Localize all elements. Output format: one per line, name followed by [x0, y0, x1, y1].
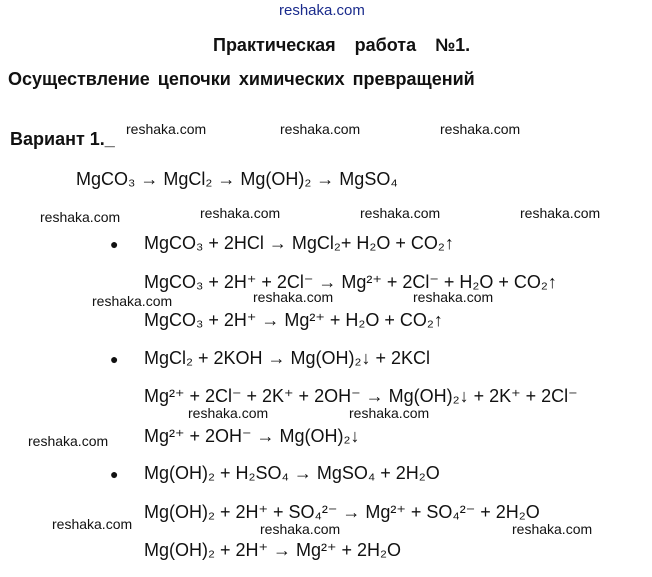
reaction-chain: MgCO₃ → MgCl₂ → Mg(OH)₂ → MgSO₄	[76, 169, 398, 189]
watermark: reshaka.com	[200, 205, 281, 221]
watermark: reshaka.com	[440, 121, 521, 137]
page-title: Практическая работа №1.	[213, 35, 471, 55]
reaction-1-short-ionic: MgCO₃ + 2H⁺ → Mg²⁺ + H₂O + CO₂↑	[144, 310, 443, 330]
reaction-1-molecular: MgCO₃ + 2HCl → MgCl₂+ H₂O + CO₂↑	[144, 233, 454, 253]
watermark: reshaka.com	[280, 121, 361, 137]
watermark: reshaka.com	[360, 205, 441, 221]
reaction-2-full-ionic: Mg²⁺ + 2Cl⁻ + 2K⁺ + 2OH⁻ → Mg(OH)₂↓ + 2K⁺ + 2Cl⁻	[144, 386, 578, 406]
bullet: ●	[110, 351, 119, 367]
reaction-3-short-ionic: Mg(OH)₂ + 2H⁺ → Mg²⁺ + 2H₂O	[144, 540, 402, 560]
variant-label: Вариант 1._	[10, 129, 115, 149]
bullet: ●	[110, 236, 119, 252]
watermark: reshaka.com	[520, 205, 601, 221]
watermark: reshaka.com	[512, 521, 593, 537]
reaction-3-molecular: Mg(OH)₂ + H₂SO₄ → MgSO₄ + 2H₂O	[144, 463, 440, 483]
watermark: reshaka.com	[260, 521, 341, 537]
watermark-top: reshaka.com	[279, 2, 365, 19]
reaction-2-molecular: MgCl₂ + 2KOH → Mg(OH)₂↓ + 2KCl	[144, 348, 431, 368]
watermark: reshaka.com	[349, 405, 430, 421]
watermark: reshaka.com	[253, 289, 334, 305]
watermark: reshaka.com	[92, 293, 173, 309]
page-subtitle: Осуществление цепочки химических превращений	[8, 69, 475, 89]
reaction-2-short-ionic: Mg²⁺ + 2OH⁻ → Mg(OH)₂↓	[144, 426, 360, 446]
watermark: reshaka.com	[413, 289, 494, 305]
watermark: reshaka.com	[188, 405, 269, 421]
watermark: reshaka.com	[40, 209, 121, 225]
bullet: ●	[110, 466, 119, 482]
watermark: reshaka.com	[126, 121, 207, 137]
watermark: reshaka.com	[28, 433, 109, 449]
watermark: reshaka.com	[52, 516, 133, 532]
reaction-3-full-ionic: Mg(OH)₂ + 2H⁺ + SO₄²⁻ → Mg²⁺ + SO₄²⁻ + 2H₂O	[144, 502, 540, 522]
reaction-1-full-ionic: MgCO₃ + 2H⁺ + 2Cl⁻ → Mg²⁺ + 2Cl⁻ + H₂O + CO₂↑	[144, 272, 557, 292]
